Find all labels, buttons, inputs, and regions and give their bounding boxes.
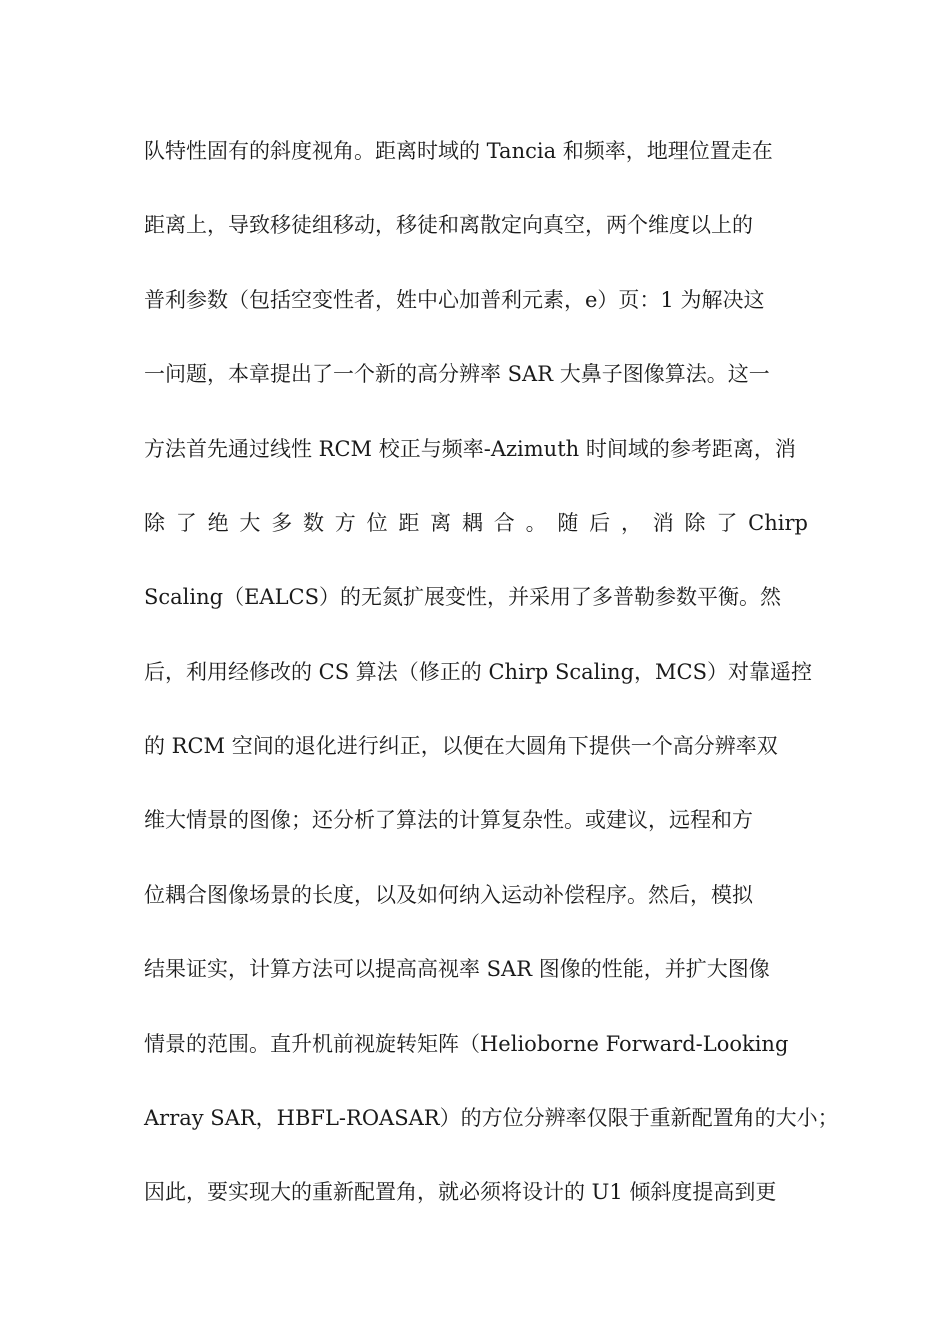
text-line-4: 一问题，本章提出了一个新的高分辨率 SAR 大鼻子图像算法。这一	[144, 362, 770, 387]
justified-glyph: 位	[366, 510, 388, 535]
justified-glyph: 合	[493, 510, 515, 535]
justified-glyph: 。	[525, 510, 547, 535]
justified-glyph: 数	[302, 510, 324, 535]
justified-glyph: 方	[334, 510, 356, 535]
justified-glyph: 随	[557, 510, 579, 535]
justified-glyph: 除	[684, 510, 706, 535]
justified-glyph: 绝	[207, 510, 229, 535]
body-paragraph	[144, 133, 839, 1249]
text-line-2: 距离上，导致移徒组移动，移徒和离散定向真空，两个维度以上的	[144, 213, 753, 238]
text-line-6	[144, 505, 808, 542]
text-line-14: Array SAR，HBFL-ROASAR）的方位分辨率仅限于重新配置角的大小；	[144, 1105, 839, 1130]
justified-glyph: 距	[398, 510, 420, 535]
text-line-3: 普利参数（包括空变性者，姓中心加普利元素，e）页：1 为解决这	[144, 287, 765, 312]
justified-glyph: 多	[271, 510, 293, 535]
justified-glyph: 离	[430, 510, 452, 535]
text-line-8: 后，利用经修改的 CS 算法（修正的 Chirp Scaling，MCS）对靠遥控	[144, 659, 812, 684]
justified-glyph: 了	[175, 510, 197, 535]
justified-glyph: 消	[652, 510, 674, 535]
justified-glyph: 除	[144, 510, 165, 535]
text-line-11: 位耦合图像场景的长度，以及如何纳入运动补偿程序。然后，模拟	[144, 882, 753, 907]
justified-glyph: ，	[620, 510, 642, 535]
justified-glyph: 后	[589, 510, 611, 535]
text-line-12: 结果证实，计算方法可以提高高视率 SAR 图像的性能，并扩大图像	[144, 957, 770, 982]
text-line-1: 队特性固有的斜度视角。距离时域的 Tancia 和频率，地理位置走在	[144, 139, 773, 163]
justified-glyph: 大	[239, 510, 261, 535]
justified-glyph: 了	[716, 510, 738, 535]
text-line-10: 维大情景的图像；还分析了算法的计算复杂性。或建议，远程和方	[144, 808, 753, 833]
justified-glyph: 耦	[461, 510, 483, 535]
text-line-15: 因此，要实现大的重新配置角，就必须将设计的 U1 倾斜度提高到更	[144, 1180, 777, 1205]
justified-glyph: Chirp	[748, 510, 808, 535]
text-line-5: 方法首先通过线性 RCM 校正与频率-Azimuth 时间域的参考距离，消	[144, 436, 796, 461]
text-line-7: Scaling（EALCS）的无氮扩展变性，并采用了多普勒参数平衡。然	[144, 585, 781, 610]
text-line-13: 情景的范围。直升机前视旋转矩阵（Helioborne Forward-Looking	[144, 1031, 789, 1056]
text-line-9: 的 RCM 空间的退化进行纠正，以便在大圆角下提供一个高分辨率双	[144, 734, 778, 758]
